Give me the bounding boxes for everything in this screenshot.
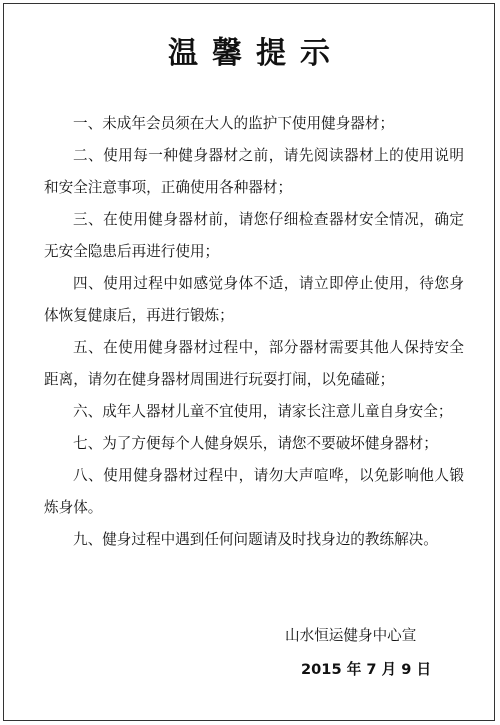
notice-title: 温馨提示 (168, 36, 344, 71)
notice-item-4: 四、使用过程中如感觉身体不适，请立即停止使用，待您身体恢复健康后，再进行锻炼； (44, 275, 464, 324)
issue-date: 2015 年 7 月 9 日 (301, 661, 432, 678)
notice-body (44, 108, 464, 556)
notice-item-1: 一、未成年会员须在大人的监护下使用健身器材； (73, 115, 395, 132)
issuer-name: 山水恒运健身中心宣 (285, 627, 417, 644)
notice-item-6: 六、成年人器材儿童不宜使用，请家长注意儿童自身安全； (73, 403, 453, 420)
notice-item-5: 五、在使用健身器材过程中，部分器材需要其他人保持安全距离，请勿在健身器材周围进行玩耍打闹，以免磕碰； (44, 339, 464, 388)
notice-page (3, 3, 495, 721)
notice-item-8: 八、使用健身器材过程中，请勿大声喧哗，以免影响他人锻炼身体。 (44, 467, 464, 516)
notice-item-2: 二、使用每一种健身器材之前，请先阅读器材上的使用说明和安全注意事项，正确使用各种器材； (44, 147, 464, 196)
notice-item-7: 七、为了方便每个人健身娱乐，请您不要破坏健身器材； (73, 435, 438, 452)
notice-item-3: 三、在使用健身器材前，请您仔细检查器材安全情况，确定无安全隐患后再进行使用； (44, 211, 464, 260)
notice-item-9: 九、健身过程中遇到任何问题请及时找身边的教练解决。 (73, 531, 438, 548)
